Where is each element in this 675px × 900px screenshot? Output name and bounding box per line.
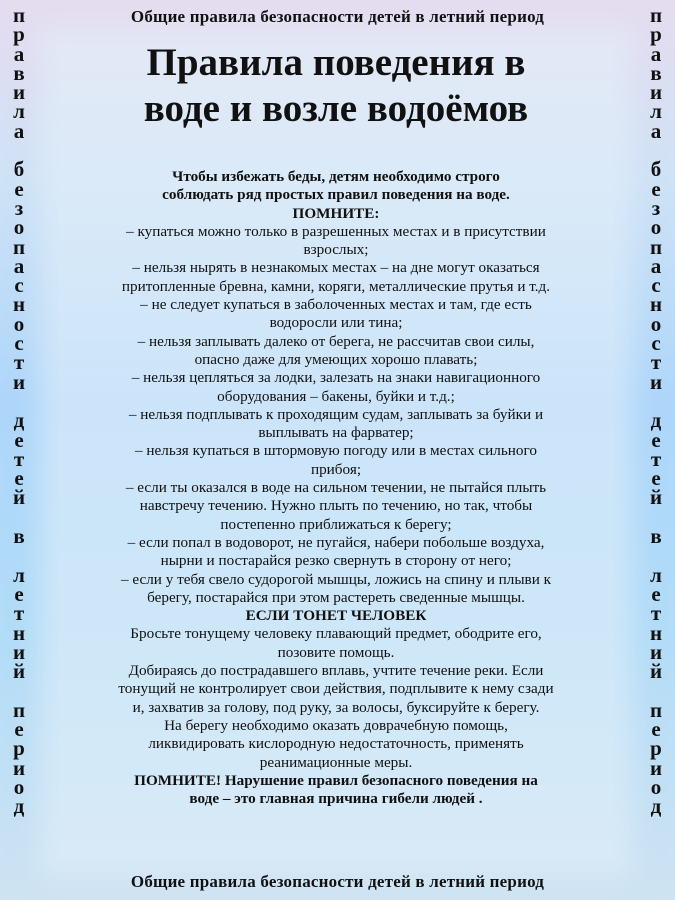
side-letter: т xyxy=(13,446,25,471)
side-letter: л xyxy=(650,562,662,587)
bottom-header: Общие правила безопасности детей в летний период xyxy=(130,872,545,891)
drowning-paragraph xyxy=(52,625,620,662)
drowning-paragraph-line: тонущий не контролирует свои действия, подплывите к нему сзади xyxy=(118,680,554,698)
side-letter: н xyxy=(12,620,26,645)
side-letter: а xyxy=(650,118,662,143)
side-letter: е xyxy=(14,581,24,606)
side-letter: е xyxy=(651,427,661,452)
side-letter: и xyxy=(649,755,663,780)
intro-line-1: Чтобы избежать беды, детям необходимо строго xyxy=(172,168,500,185)
side-letter: т xyxy=(13,350,25,375)
side-letter: п xyxy=(12,697,26,722)
rule-item-line: – нельзя нырять в незнакомых местах – на дне могут оказаться xyxy=(132,259,540,277)
rule-item xyxy=(52,479,620,534)
rule-item-line: – купаться можно только в разрешенных местах и в присутствии xyxy=(126,222,546,240)
side-letter: н xyxy=(12,292,26,317)
side-letters xyxy=(12,3,26,819)
rules-content xyxy=(52,168,620,808)
drowning-paragraph-line: реанимационные меры. xyxy=(259,753,413,771)
rule-item-line: постепенно приближаться к берегу; xyxy=(220,515,452,533)
side-letter: п xyxy=(12,234,26,259)
intro-line-2: соблюдать ряд простых правил поведения на воде. xyxy=(162,186,510,204)
top-header: Общие правила безопасности детей в летний период xyxy=(130,7,545,26)
rule-item-line: водоросли или тина; xyxy=(269,314,403,332)
side-letter: е xyxy=(14,427,24,452)
rule-item xyxy=(52,259,620,296)
side-letter: й xyxy=(649,485,663,510)
side-letter: и xyxy=(12,369,26,394)
rule-item-line: навстречу течению. Нужно плыть по течению, но так, чтобы xyxy=(139,497,533,515)
side-letter: а xyxy=(13,41,25,66)
side-letter: т xyxy=(650,601,662,626)
rule-item-line: притопленные бревна, камни, коряги, металлические прутья и т.д. xyxy=(121,277,551,295)
drowning-paragraph-line: ликвидировать кислородную недостаточность, применять xyxy=(148,735,524,753)
drowning-paragraphs xyxy=(52,625,620,771)
side-letter: с xyxy=(651,273,661,298)
side-letter: о xyxy=(13,774,25,799)
warning-line-2: воде – это главная причина гибели людей . xyxy=(189,790,483,808)
side-letter: и xyxy=(649,80,663,105)
main-title xyxy=(58,40,614,132)
side-letter: п xyxy=(649,234,663,259)
side-letter: п xyxy=(649,3,663,27)
side-letter: е xyxy=(14,716,24,741)
side-letter: т xyxy=(650,350,662,375)
rule-item-line: – если ты оказался в воде на сильном течении, не пытайся плыть xyxy=(125,479,547,497)
rule-item xyxy=(52,571,620,608)
drowning-paragraph-line: На берегу необходимо оказать доврачебную помощь, xyxy=(164,716,508,734)
side-letter: д xyxy=(13,794,25,819)
rule-item-line: – если у тебя свело судорогой мышцы, ложись на спину и плыви к xyxy=(120,570,552,588)
side-letter: и xyxy=(12,639,26,664)
drowning-paragraph xyxy=(52,717,620,772)
side-letter: т xyxy=(13,601,25,626)
side-letter: п xyxy=(649,697,663,722)
side-letter: с xyxy=(651,331,661,356)
side-letter: в xyxy=(650,60,662,85)
side-letter: д xyxy=(650,794,662,819)
side-letter: е xyxy=(14,176,24,201)
side-letter: д xyxy=(650,408,662,433)
side-letter: а xyxy=(13,253,25,278)
rule-item-line: – не следует купаться в заболоченных местах и там, где есть xyxy=(140,296,532,314)
side-letter: р xyxy=(13,736,25,761)
side-letter: о xyxy=(13,215,25,240)
side-letter: й xyxy=(649,659,663,684)
side-letter: н xyxy=(649,292,663,317)
side-letter: з xyxy=(14,195,24,220)
side-letter: о xyxy=(650,311,662,336)
side-letter: й xyxy=(12,659,26,684)
drowning-paragraph-line: Бросьте тонущему человеку плавающий предмет, ободрите его, xyxy=(130,625,542,643)
side-letter: и xyxy=(12,755,26,780)
side-letter: д xyxy=(13,408,25,433)
side-letter: о xyxy=(13,311,25,336)
side-letters xyxy=(649,3,663,819)
side-letter: л xyxy=(650,99,662,124)
drowning-paragraph xyxy=(52,662,620,717)
rule-item-line: взрослых; xyxy=(303,241,369,259)
side-text-left xyxy=(4,3,34,819)
rule-item-line: оборудования – бакены, буйки и т.д.; xyxy=(217,387,455,405)
side-letter: л xyxy=(13,99,25,124)
side-letter: а xyxy=(13,118,25,143)
side-letter: в xyxy=(13,524,25,549)
side-letter: р xyxy=(650,22,662,47)
side-letter: л xyxy=(13,562,25,587)
side-letter: и xyxy=(649,639,663,664)
remember-heading: ПОМНИТЕ: xyxy=(292,204,380,222)
side-letter: р xyxy=(13,22,25,47)
side-letter: е xyxy=(651,581,661,606)
rule-item-line: – нельзя купаться в штормовую погоду или в местах сильного xyxy=(135,442,537,460)
side-letter: с xyxy=(14,273,24,298)
side-letter: а xyxy=(650,253,662,278)
side-letter: е xyxy=(651,466,661,491)
side-letter: п xyxy=(12,3,26,27)
rule-item xyxy=(52,406,620,443)
rule-item xyxy=(52,333,620,370)
drowning-paragraph-line: Добираясь до пострадавшего вплавь, учтите течение реки. Если xyxy=(128,662,544,680)
side-letter: н xyxy=(649,620,663,645)
drowning-paragraph-line: и, захватив за голову, под руку, за волосы, буксируйте к берегу. xyxy=(132,698,540,716)
side-letter: е xyxy=(651,176,661,201)
rule-item xyxy=(52,534,620,571)
rule-item-line: берегу, постарайся при этом растереть сведенные мышцы. xyxy=(147,588,525,606)
side-letter: з xyxy=(651,195,661,220)
main-title-line-2: воде и возле водоёмов xyxy=(143,87,529,130)
rule-item-line: выплывать на фарватер; xyxy=(258,424,414,442)
side-letter: б xyxy=(650,157,662,182)
rule-item-line: – нельзя цепляться за лодки, залезать на знаки навигационного xyxy=(131,369,541,387)
rule-item xyxy=(52,296,620,333)
drowning-heading: ЕСЛИ ТОНЕТ ЧЕЛОВЕК xyxy=(245,607,427,625)
rule-item xyxy=(52,223,620,260)
side-letter: р xyxy=(650,736,662,761)
main-title-line-1: Правила поведения в xyxy=(146,41,526,84)
side-letter: в xyxy=(13,60,25,85)
rule-item-line: – если попал в водоворот, не пугайся, набери побольше воздуха, xyxy=(127,533,545,551)
side-letter: а xyxy=(650,41,662,66)
side-letter: й xyxy=(12,485,26,510)
rule-item-line: нырни и постарайся резко свернуть в сторону от него; xyxy=(160,552,512,570)
side-letter: и xyxy=(649,369,663,394)
side-text-right xyxy=(641,3,671,819)
rules-list xyxy=(52,223,620,607)
rule-item-line: – нельзя заплывать далеко от берега, не рассчитав свои силы, xyxy=(137,332,535,350)
rule-item-line: опасно даже для умеющих хорошо плавать; xyxy=(194,350,478,368)
side-letter: е xyxy=(651,716,661,741)
side-letter: б xyxy=(13,157,25,182)
rule-item-line: – нельзя подплывать к проходящим судам, заплывать за буйки и xyxy=(128,405,544,423)
side-letter: и xyxy=(12,80,26,105)
side-letter: е xyxy=(14,466,24,491)
side-letter: с xyxy=(14,331,24,356)
warning-line-1: ПОМНИТЕ! Нарушение правил безопасного поведения на xyxy=(134,771,538,789)
rule-item xyxy=(52,442,620,479)
rule-item-line: прибоя; xyxy=(310,460,362,478)
side-letter: о xyxy=(650,774,662,799)
rule-item xyxy=(52,369,620,406)
side-letter: о xyxy=(650,215,662,240)
side-letter: в xyxy=(650,524,662,549)
side-letter: т xyxy=(650,446,662,471)
drowning-paragraph-line: позовите помощь. xyxy=(277,643,395,661)
